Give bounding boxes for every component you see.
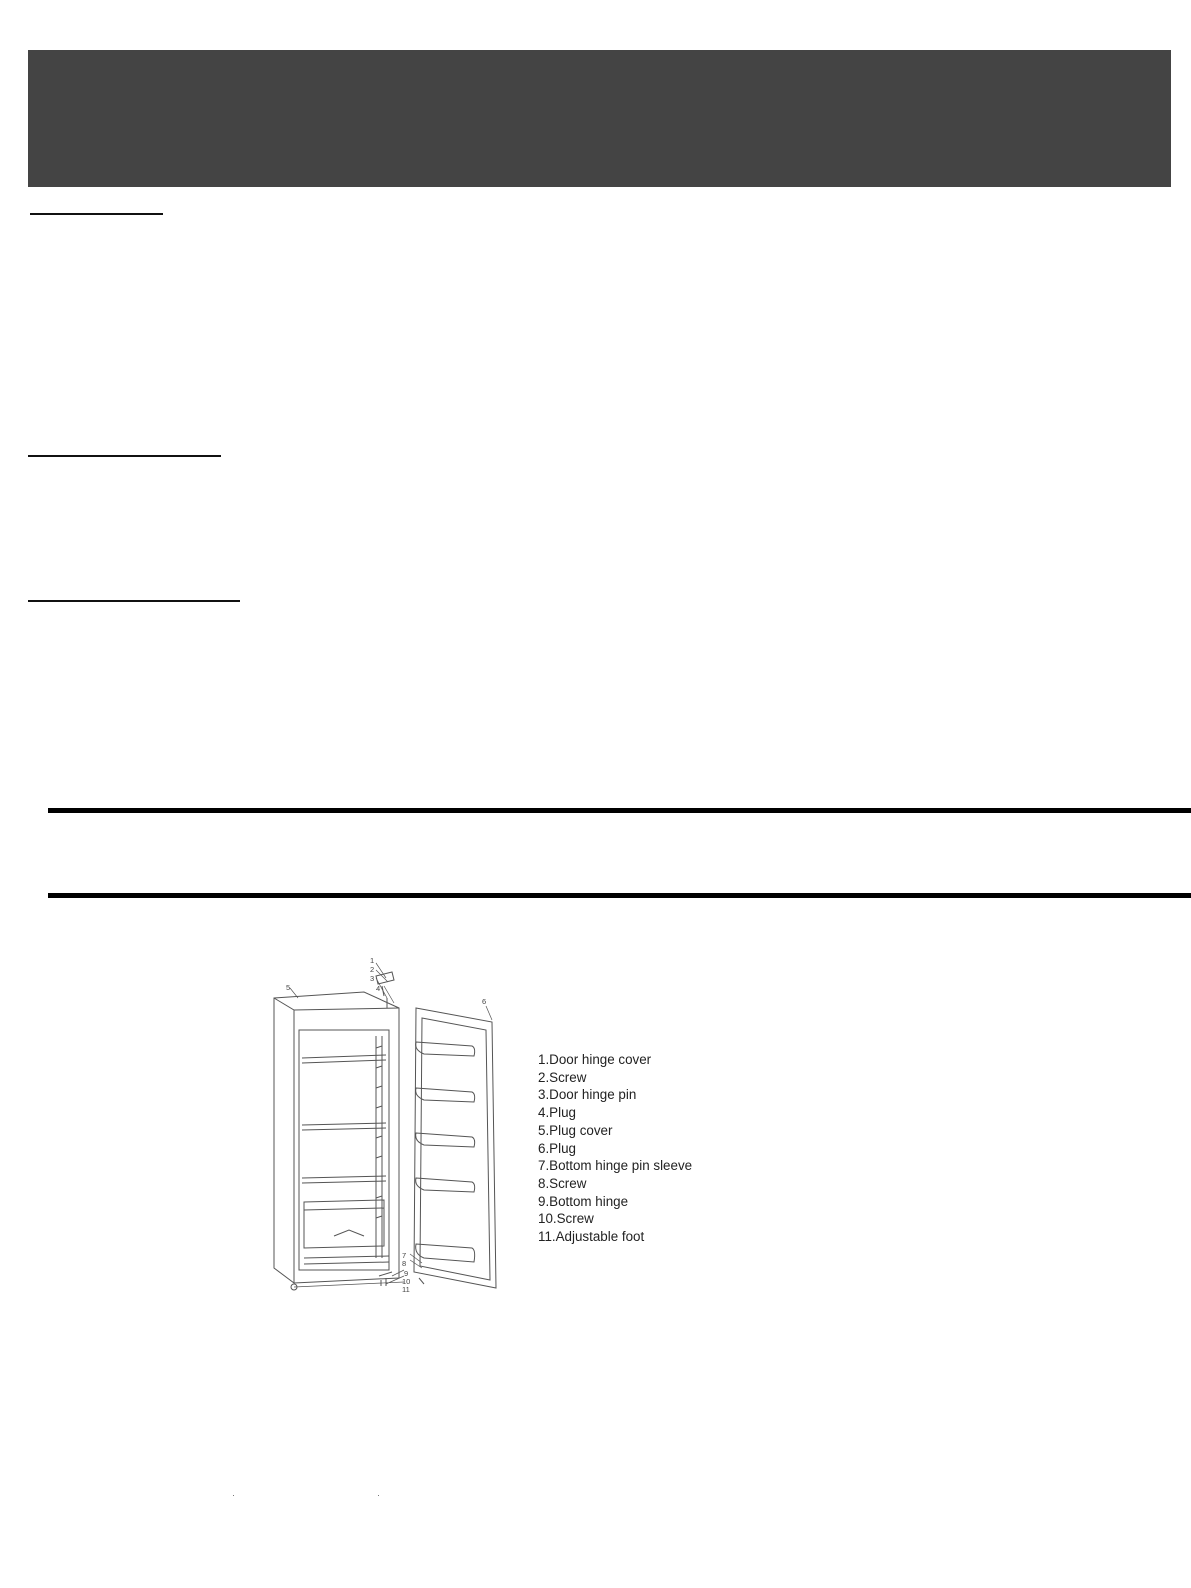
crisper-drawer [304, 1200, 384, 1248]
section-underline-1 [30, 213, 163, 215]
shelf-3 [302, 1176, 386, 1183]
rail-ticks [376, 1046, 382, 1218]
refrigerator-parts-diagram [264, 958, 524, 1308]
legend-item: 7.Bottom hinge pin sleeve [538, 1158, 693, 1174]
door-bin-3 [416, 1133, 475, 1147]
door-bin-5 [416, 1244, 475, 1262]
parts-legend [538, 1051, 692, 1246]
cabinet-outline [274, 992, 399, 1283]
callout-7: 7 [402, 1251, 407, 1260]
section-underline-2 [28, 455, 221, 457]
divider-top [48, 808, 1191, 813]
section-underline-3 [28, 600, 240, 602]
door-bin-1 [416, 1042, 475, 1056]
callout-11: 11 [402, 1285, 410, 1294]
callout-6: 6 [482, 997, 487, 1006]
callout-4: 4 [376, 984, 381, 993]
callout-8: 8 [402, 1259, 407, 1268]
header-banner [28, 50, 1171, 187]
door-gasket [420, 1018, 490, 1280]
legend-item: 1.Door hinge cover [538, 1052, 652, 1067]
callout-3: 3 [370, 974, 375, 983]
legend-item: 5.Plug cover [538, 1122, 613, 1138]
callout-5: 5 [286, 983, 291, 992]
legend-item: 4.Plug [538, 1105, 576, 1121]
legend-item: 3.Door hinge pin [538, 1087, 637, 1103]
shelf-2 [302, 1123, 386, 1130]
legend-item: 6.Plug [538, 1140, 576, 1156]
side-rails [376, 1036, 382, 1258]
door-outline [414, 1008, 496, 1288]
shelf-1 [302, 1055, 386, 1063]
callout-2: 2 [370, 965, 375, 974]
callout-9: 9 [404, 1269, 409, 1278]
legend-item: 9.Bottom hinge [538, 1193, 629, 1209]
callout-1: 1 [370, 958, 375, 965]
speck-2 [378, 1495, 379, 1496]
legend-item: 8.Screw [538, 1175, 587, 1191]
legend-item: 10.Screw [538, 1211, 594, 1227]
callout-10: 10 [402, 1277, 411, 1286]
divider-bottom [48, 893, 1191, 898]
speck-1 [233, 1495, 234, 1496]
legend-item: 11.Adjustable foot [538, 1229, 645, 1245]
door-bin-4 [416, 1178, 475, 1192]
legend-item: 2.Screw [538, 1069, 587, 1085]
door-bin-2 [416, 1088, 475, 1102]
